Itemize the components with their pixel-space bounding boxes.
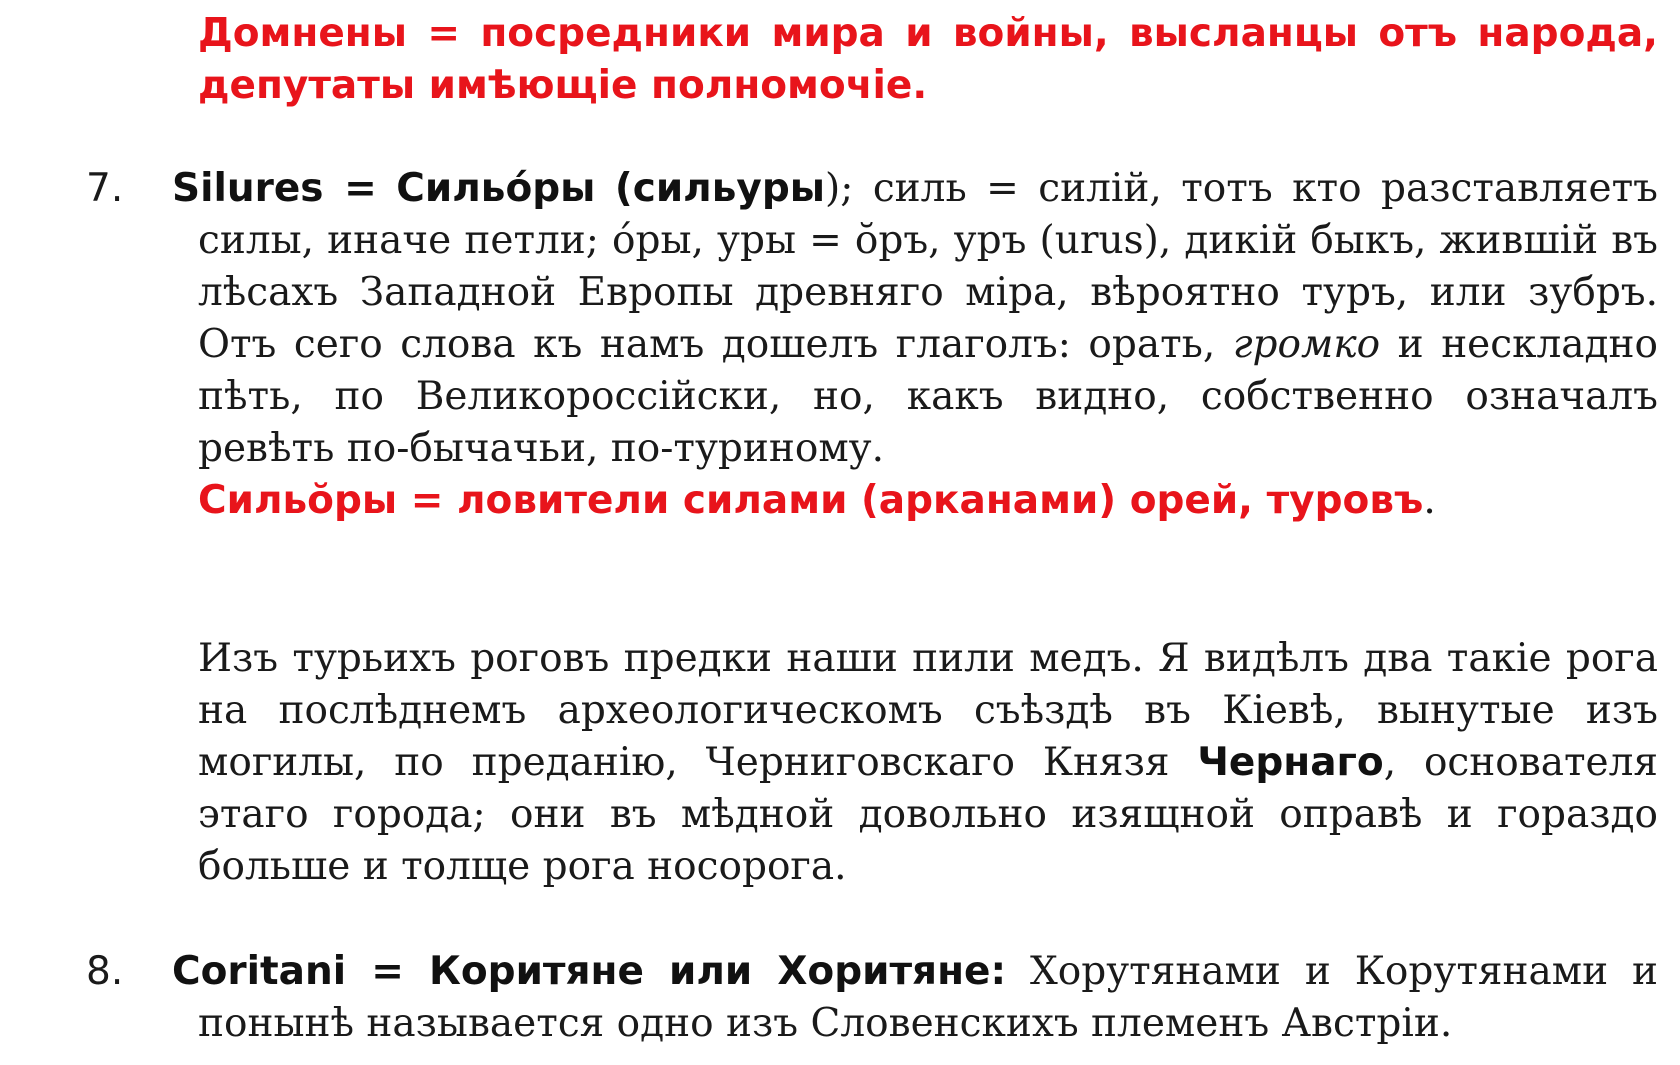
domneny-definition-text: Домнены = посредники мира и войны, высланцы отъ народа, депутаты имѣющіе полномочіе. <box>198 11 1658 108</box>
domneny-definition <box>198 8 1658 112</box>
item-8-term: Coritani = Коритяне или Хоритяне: <box>172 949 1007 994</box>
item-7-latin-term: Silures = <box>172 166 377 211</box>
item-7-slavic-term: Сильо́ры <box>396 166 596 211</box>
item-7-paragraph <box>172 163 1658 527</box>
item-7-conclusion: Сильо̆ры = ловители силами (арканами) орей, туровъ <box>198 478 1424 523</box>
item-7-italic-word: громко <box>1232 322 1381 367</box>
horns-paragraph-text-1: Изъ турьихъ роговъ предки наши пили медъ. Я видѣлъ два такіе рога на послѣднемъ археологическомъ съѣздѣ въ Кіевѣ, вынутые изъ могилы, по преданію, Черниговскаго Князя <box>198 636 1658 785</box>
prince-name: Чернаго <box>1197 740 1384 785</box>
item-8-number: 8. <box>86 949 124 994</box>
item-7-alt-term: (сильуры <box>614 166 826 211</box>
item-8-text: Хорутянами и Корутянами и понынѣ называется одно изъ Словенскихъ племенъ Австріи. <box>198 949 1658 1046</box>
item-7-text-2: и нескладно пѣть, по Великороссійски, но, какъ видно, собственно означалъ ревѣть по-бычачьи, по-туриному. <box>198 322 1658 471</box>
item-7-conclusion-end: . <box>1423 478 1436 523</box>
item-7-number: 7. <box>86 166 124 211</box>
item-8-paragraph <box>172 946 1658 1050</box>
item-7-text-1: ); силь = силій, тотъ кто разставляетъ силы, иначе петли; о́ры, уры = о̆ръ, уръ (urus), дикій быкъ, жившій въ лѣсахъ Западной Европы древняго міра, вѣроятно туръ, или зубръ. Отъ сего слова къ намъ дошелъ глаголъ: орать, <box>198 166 1658 367</box>
horns-paragraph-text-2: , основателя этаго города; они въ мѣдной довольно изящной оправѣ и гораздо больше и толще рога носорога. <box>198 740 1658 889</box>
horns-paragraph <box>198 633 1658 893</box>
